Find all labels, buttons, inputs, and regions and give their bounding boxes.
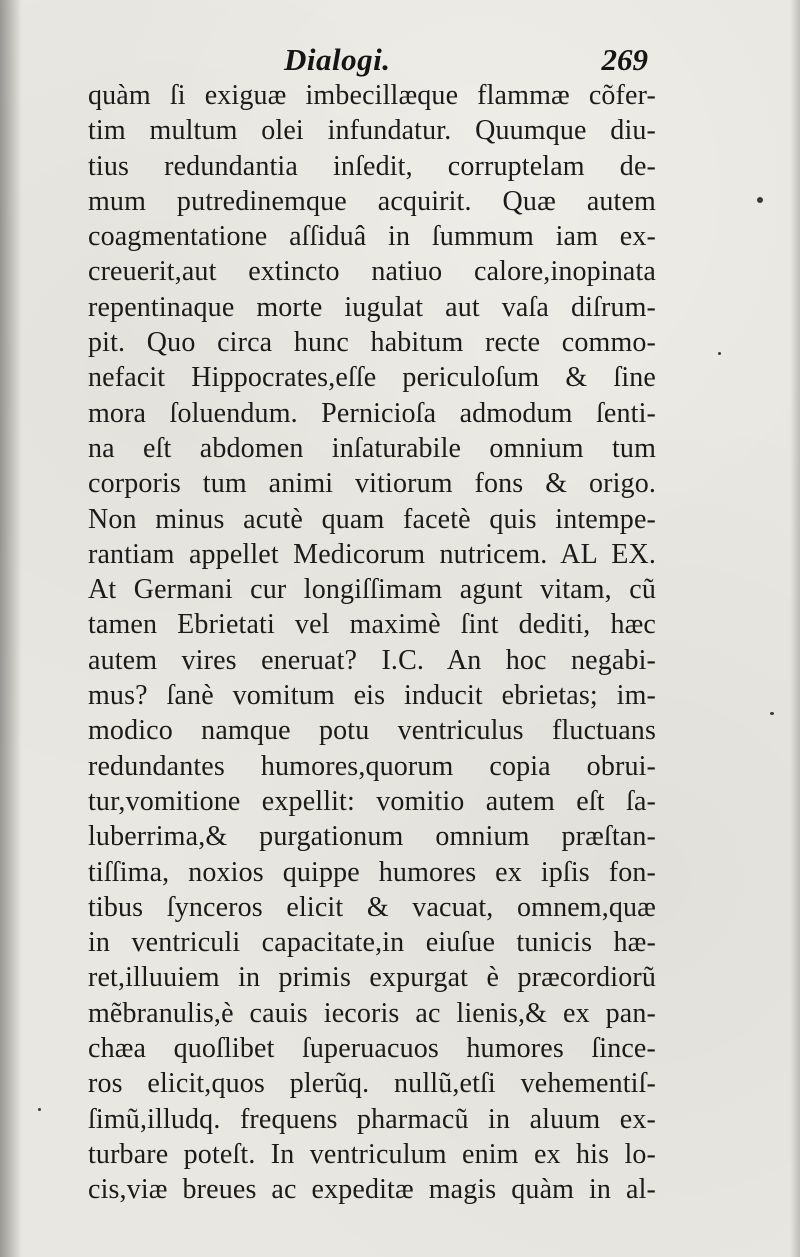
text-line: tiſſima, noxios quippe humores ex ipſis fon- <box>88 856 656 888</box>
text-line: cis,viæ breues ac expeditæ magis quàm in al- <box>88 1174 656 1206</box>
text-line: corporis tum animi vitiorum fons & origo. <box>88 468 656 500</box>
text-line: repentinaque morte iugulat aut vaſa diſrum- <box>88 291 656 323</box>
text-line: mum putredinemque acquirit. Quæ autem <box>88 185 656 217</box>
paper-speck <box>718 352 721 355</box>
text-line: turbare poteſt. In ventriculum enim ex his lo- <box>88 1138 656 1170</box>
text-line: rantiam appellet Medicorum nutricem. AL EX. <box>88 538 656 570</box>
paper-speck <box>757 197 763 203</box>
gutter-shadow <box>0 0 22 1257</box>
paper-speck <box>38 1108 41 1111</box>
text-line: Non minus acutè quam facetè quis intempe- <box>88 503 656 535</box>
page-number: 269 <box>601 42 648 77</box>
text-line: chæa quoſlibet ſuperuacuos humores ſince- <box>88 1033 656 1065</box>
text-line: ſimũ,illudq. frequens pharmacũ in aluum ex- <box>88 1103 656 1135</box>
page-edge-shadow <box>790 0 800 1257</box>
text-line: mẽbranulis,è cauis iecoris ac lienis,& ex pan- <box>88 997 656 1029</box>
body-text <box>88 78 656 1208</box>
text-line: pit. Quo circa hunc habitum recte commo- <box>88 327 656 359</box>
text-line: na eſt abdomen inſaturabile omnium tum <box>88 432 656 464</box>
text-line: nefacit Hippocrates,eſſe periculoſum & ſine <box>88 362 656 394</box>
text-line: tim multum olei infundatur. Quumque diu- <box>88 115 656 147</box>
text-line: At Germani cur longiſſimam agunt vitam, cũ <box>88 574 656 606</box>
text-line: tibus ſynceros elicit & vacuat, omnem,quæ <box>88 891 656 923</box>
text-line: tur,vomitione expellit: vomitio autem eſt ſa- <box>88 785 656 817</box>
text-line: tamen Ebrietati vel maximè ſint dediti, hæc <box>88 609 656 641</box>
text-line: quàm ſi exiguæ imbecillæque flammæ cõfer- <box>88 80 656 111</box>
text-line: luberrima,& purgationum omnium præſtan- <box>88 821 656 853</box>
text-line: autem vires eneruat? I.C. An hoc negabi- <box>88 644 656 676</box>
text-line: coagmentatione aſſiduâ in ſummum iam ex- <box>88 221 656 253</box>
text-line: modico namque potu ventriculus fluctuans <box>88 715 656 747</box>
paper-speck <box>770 712 774 715</box>
text-line: redundantes humores,quorum copia obrui- <box>88 750 656 782</box>
text-line: mus? ſanè vomitum eis inducit ebrietas; im- <box>88 680 656 712</box>
text-line: ros elicit,quos plerũq. nullũ,etſi vehementiſ- <box>88 1068 656 1100</box>
text-line: creuerit,aut extincto natiuo calore,inopinata <box>88 256 656 288</box>
text-line: ret,illuuiem in primis expurgat è præcordiorũ <box>88 962 656 994</box>
text-line: in ventriculi capacitate,in eiuſue tunicis hæ- <box>88 927 656 959</box>
text-line: mora ſoluendum. Pernicioſa admodum ſenti- <box>88 397 656 429</box>
text-line: tius redundantia inſedit, corruptelam de- <box>88 150 656 182</box>
running-head: Dialogi. <box>284 42 391 77</box>
